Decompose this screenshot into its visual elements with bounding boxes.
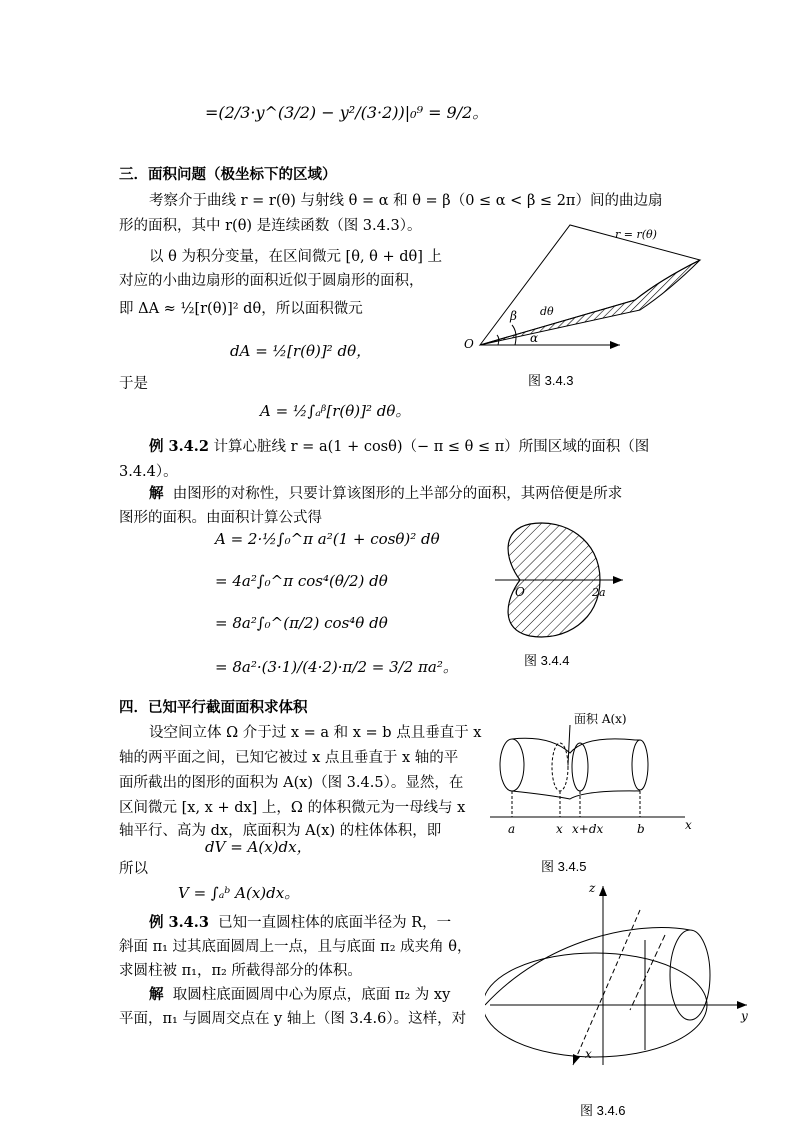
caption-3-4-5: 图 3.4.5 (541, 859, 587, 874)
top-formula: =(2/3·y^(3/2) − y²/(3·2))|₀⁹ = 9/2。 (205, 103, 489, 122)
z-axis-label: z (589, 881, 596, 895)
beta-label: β (510, 309, 517, 323)
x-label: x (556, 822, 563, 836)
curve-label: r = r(θ) (615, 228, 657, 241)
origin-label: O (515, 585, 525, 599)
origin-label: O (464, 337, 474, 351)
cardioid-eq-2: = 4a²∫₀^π cos⁴(θ/2) dθ (215, 572, 388, 590)
caption-3-4-6: 图 3.4.6 (580, 1103, 626, 1118)
cardioid-eq-4: = 8a²·(3·1)/(4·2)·π/2 = 3/2 πa²。 (215, 658, 458, 676)
example-3-4-3-line2: 斜面 π₁ 过其底面圆周上一点，且与底面 π₂ 成夹角 θ， (119, 939, 472, 955)
section-3-title: 三．面积问题（极坐标下的区域） (119, 167, 337, 183)
example-3-4-3-line1 (149, 910, 451, 936)
figure-3-4-5 (490, 705, 705, 840)
sec3-paragraph-1b: 形的面积，其中 r(θ) 是连续函数（图 3.4.3）。 (119, 218, 422, 234)
cardioid-eq-3: = 8a²∫₀^(π/2) cos⁴θ dθ (215, 614, 388, 632)
sec4-line4: 区间微元 [x, x + dx] 上，Ω 的体积微元为一母线与 x (119, 800, 466, 816)
sec4-line2: 轴的两平面之间，已知它被过 x 点且垂直于 x 轴的平 (119, 750, 459, 766)
solution-line2: 图形的面积。由面积计算公式得 (119, 510, 322, 526)
sec3-paragraph-2b: 对应的小曲边扇形的面积近似于圆扇形的面积， (119, 273, 424, 289)
example-text-a: 计算心脏线 r = a(1 + cosθ)（− π ≤ θ ≤ π）所围区域的面积（图 (213, 439, 650, 455)
x-axis-label: x (685, 818, 692, 832)
equation-dV: dV = A(x)dx， (205, 838, 312, 856)
b-label: b (637, 822, 645, 836)
example-3-4-2-line2: 3.4.4）。 (119, 464, 178, 480)
caption-3-4-4: 图 3.4.4 (524, 653, 570, 668)
solution-343-line2: 平面，π₁ 与圆周交点在 y 轴上（图 3.4.6）。这样，对 (119, 1011, 467, 1027)
sec4-line1: 设空间立体 Ω 介于过 x = a 和 x = b 点且垂直于 x (149, 725, 482, 741)
sec3-paragraph-2c: 即 ΔA ≈ ½[r(θ)]² dθ，所以面积微元 (119, 301, 363, 317)
caption-3-4-3: 图 3.4.3 (528, 373, 574, 388)
a-label: a (508, 822, 516, 836)
sec3-yushi: 于是 (119, 376, 148, 392)
example-label: 例 3.4.2 (149, 438, 209, 455)
solution-label: 解 (149, 986, 164, 1003)
figure-3-4-3 (460, 220, 720, 390)
equation-V: V = ∫ₐᵇ A(x)dx。 (178, 884, 300, 902)
alpha-label: α (530, 331, 539, 345)
solution-text-a: 取圆柱底面圆周中心为原点，底面 π₂ 为 xy (172, 987, 451, 1003)
xdx-label: x+dx (572, 822, 604, 836)
sec3-paragraph-1a: 考察介于曲线 r = r(θ) 与射线 θ = α 和 θ = β（0 ≤ α < β ≤ 2π）间的曲边扇 (149, 193, 663, 209)
cardioid-eq-1: A = 2·½∫₀^π a²(1 + cosθ)² dθ (215, 530, 440, 548)
sec3-paragraph-2a: 以 θ 为积分变量，在区间微元 [θ, θ + dθ] 上 (149, 249, 443, 265)
example-3-4-3-line3: 求圆柱被 π₁，π₂ 所截得部分的体积。 (119, 963, 362, 979)
dtheta-label: dθ (540, 305, 554, 318)
solution-text-a: 由图形的对称性，只要计算该图形的上半部分的面积，其两倍便是所求 (172, 486, 623, 502)
equation-dA: dA = ½[r(θ)]² dθ， (230, 342, 372, 360)
sec4-suoyi: 所以 (119, 861, 148, 877)
x-axis-label: x (585, 1047, 592, 1061)
sec4-line5: 轴平行、高为 dx，底面积为 A(x) 的柱体体积，即 (119, 823, 442, 839)
section-4-title: 四．已知平行截面面积求体积 (119, 700, 308, 716)
figure-3-4-4 (495, 520, 635, 640)
example-label: 例 3.4.3 (149, 914, 209, 931)
sec4-line3: 面所截出的图形的面积为 A(x)（图 3.4.5）。显然，在 (119, 775, 464, 791)
solution-343-line1 (149, 982, 450, 1008)
solution-label: 解 (149, 485, 164, 502)
2a-label: 2a (592, 586, 606, 599)
example-3-4-2-line1 (149, 434, 649, 460)
example-text-a: 已知一直圆柱体的底面半径为 R，一 (218, 915, 452, 931)
y-axis-label: y (741, 1009, 748, 1023)
solution-line1 (149, 481, 622, 507)
area-label: 面积 A(x) (574, 712, 627, 726)
equation-A-polar: A = ½∫ₐᵝ[r(θ)]² dθ。 (260, 402, 411, 420)
figure-3-4-6 (485, 880, 765, 1070)
